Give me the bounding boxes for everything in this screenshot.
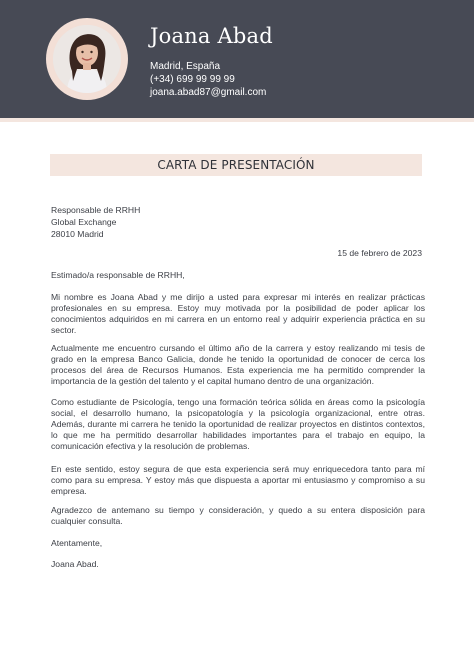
paragraph-thanks: Agradezco de antemano su tiempo y consideración, y quedo a su entera disposición para cualquier consulta.	[51, 505, 425, 526]
letter-title: CARTA DE PRESENTACIÓN	[50, 154, 422, 176]
contact-phone: (+34) 699 99 99 99	[150, 74, 235, 85]
contact-email[interactable]: joana.abad87@gmail.com	[150, 87, 267, 98]
paragraph-education: Como estudiante de Psicología, tengo una formación teórica sólida en áreas como la psicología social, el desarrollo humano, la psicopatología y la psicología organizacional, entre otras. Además, durante mi carrera he tenido la oportunidad de realizar proyectos en distintos contextos, lo que me ha permitido desarrollar habilidades importantes para el trabajo en equipo, la comunicación efectiva y la resolución de problemas.	[51, 397, 425, 451]
paragraph-intro: Mi nombre es Joana Abad y me dirijo a usted para expresar mi interés en realizar prácticas profesionales en su empresa. Estoy muy motivada por la posibilidad de poder aplicar los conocimientos adquiridos en mi carrera en un entorno real y adquirir experiencia práctica en su sector.	[51, 292, 425, 335]
recipient-line-2: Global Exchange	[51, 217, 117, 227]
contact-location: Madrid, España	[150, 61, 221, 72]
recipient-line-3: 28010 Madrid	[51, 229, 104, 239]
salutation: Estimado/a responsable de RRHH,	[51, 270, 185, 280]
avatar-portrait-icon	[53, 25, 121, 93]
profile-photo	[53, 25, 121, 93]
paragraph-motivation: En este sentido, estoy segura de que esta experiencia será muy enriquecedora tanto para mí como para su empresa. Y estoy más que dispuesta a aportar mi entusiasmo y compromiso a su empresa.	[51, 464, 425, 496]
candidate-name: Joana Abad	[150, 24, 273, 48]
signature: Joana Abad.	[51, 559, 99, 569]
paragraph-experience: Actualmente me encuentro cursando el último año de la carrera y estoy realizando mi tesis de grado en la empresa Banco Galicia, donde he tenido la oportunidad de conocer de cerca los procesos del área de Recursos Humanos. Esta experiencia me ha permitido comprender la importancia de la gestión del talento y el capital humano dentro de una organización.	[51, 343, 425, 386]
recipient-line-1: Responsable de RRHH	[51, 205, 141, 215]
letter-date: 15 de febrero de 2023	[337, 248, 422, 258]
header-divider	[0, 118, 474, 122]
closing: Atentamente,	[51, 538, 103, 548]
